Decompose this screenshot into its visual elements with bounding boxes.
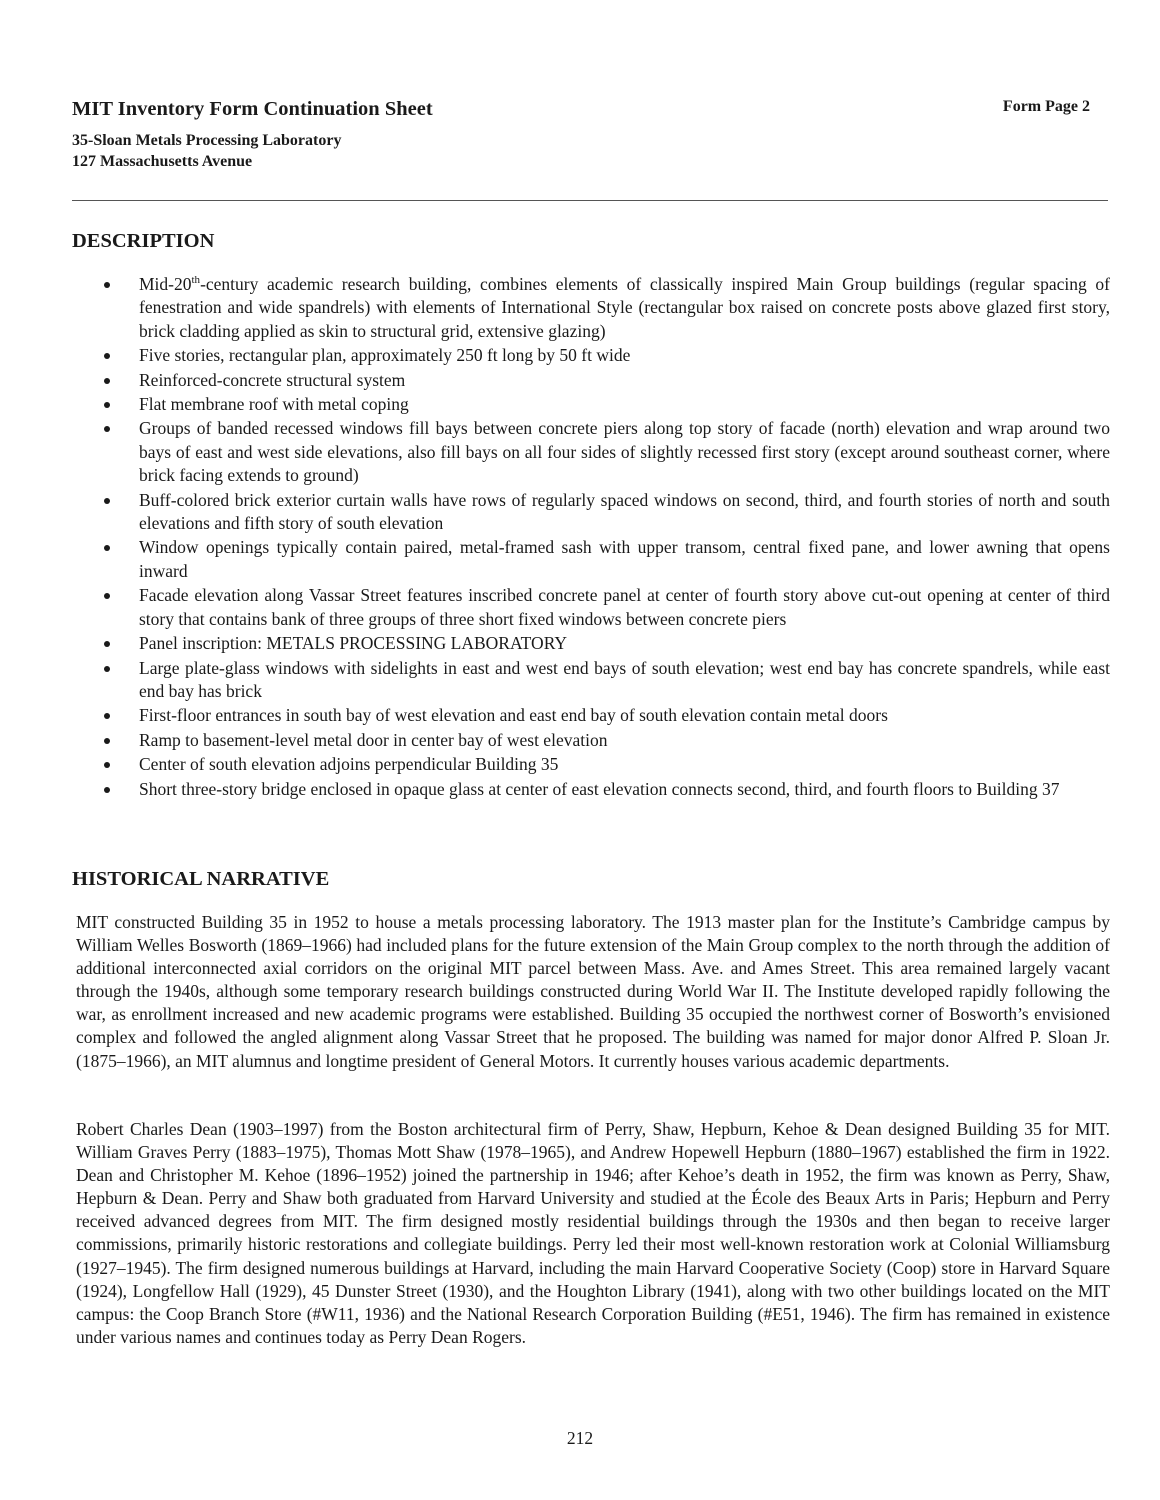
list-item bbox=[82, 729, 1110, 752]
building-address: 127 Massachusetts Avenue bbox=[72, 153, 253, 170]
list-item bbox=[82, 778, 1110, 801]
list-item bbox=[82, 273, 1110, 343]
bullet-text: Flat membrane roof with metal coping bbox=[139, 394, 409, 415]
bullet-text: Short three-story bridge enclosed in opaque glass at center of east elevation connects second, third, and fourth floors to Building 37 bbox=[139, 778, 1060, 799]
historical-narrative-heading: HISTORICAL NARRATIVE bbox=[72, 868, 330, 890]
bullet-text: Ramp to basement-level metal door in center bay of west elevation bbox=[139, 729, 608, 750]
list-item bbox=[82, 536, 1110, 583]
form-page-label: Form Page 2 bbox=[1002, 98, 1090, 115]
description-heading: DESCRIPTION bbox=[72, 230, 215, 252]
list-item bbox=[82, 632, 1110, 655]
bullet-text: Window openings typically contain paired, metal-framed sash with upper transom, central fixed pane, and lower awning that opens inward bbox=[139, 537, 1110, 581]
list-item bbox=[82, 417, 1110, 487]
bullet-icon bbox=[104, 402, 110, 408]
bullet-icon bbox=[104, 713, 110, 719]
bullet-icon bbox=[104, 641, 110, 647]
bullet-icon bbox=[104, 378, 110, 384]
building-name: 35-Sloan Metals Processing Laboratory bbox=[72, 132, 342, 149]
bullet-text-prefix: Mid-20 bbox=[139, 274, 192, 294]
bullet-text: Reinforced-concrete structural system bbox=[139, 369, 406, 390]
bullet-icon bbox=[104, 666, 110, 672]
ordinal-superscript: th bbox=[191, 274, 201, 287]
list-item bbox=[82, 344, 1110, 367]
bullet-text: First-floor entrances in south bay of west elevation and east end bay of south elevation contain metal doors bbox=[139, 705, 888, 726]
bullet-text-rest: -century academic research building, combines elements of classically inspired Main Group buildings (regular spacing of fenestration and wide spandrels) with elements of International Style (rectangular box raised on concrete posts above glazed first story, brick cladding applied as skin to structural grid, extensive glazing) bbox=[139, 274, 1110, 341]
page-number: 212 bbox=[566, 1428, 594, 1448]
list-item bbox=[82, 489, 1110, 536]
bullet-text: Panel inscription: METALS PROCESSING LABORATORY bbox=[139, 633, 568, 654]
list-item bbox=[82, 584, 1110, 631]
form-header bbox=[72, 96, 1090, 172]
bullet-text: Center of south elevation adjoins perpendicular Building 35 bbox=[139, 754, 559, 775]
bullet-icon bbox=[104, 353, 110, 359]
bullet-icon bbox=[104, 545, 110, 551]
bullet-icon bbox=[104, 282, 110, 288]
narrative-paragraph: MIT constructed Building 35 in 1952 to house a metals processing laboratory. The 1913 master plan for the Institute’s Cambridge campus by William Welles Bosworth (1869–1966) had included plans for the future extension of the Main Group complex to the north through the addition of additional interconnected axial corridors on the original MIT parcel between Mass. Ave. and Ames Street. This area remained largely vacant through the 1940s, although some temporary research buildings constructed during World War II. The Institute developed rapidly following the war, as enrollment increased and new academic programs were established. Building 35 occupied the northwest corner of Bosworth’s envisioned complex and followed the angled alignment along Vassar Street that he proposed. The building was named for major donor Alfred P. Sloan Jr. (1875–1966), an MIT alumnus and longtime president of General Motors. It currently houses various academic departments. bbox=[76, 912, 1110, 1071]
description-list bbox=[82, 273, 1110, 802]
bullet-text: Buff-colored brick exterior curtain walls have rows of regularly spaced windows on second, third, and fourth stories of north and south elevations and fifth story of south elevation bbox=[139, 489, 1110, 534]
bullet-text: Facade elevation along Vassar Street features inscribed concrete panel at center of fourth story above cut-out opening at center of third story that contains bank of three groups of three short fixed windows between concrete piers bbox=[139, 585, 1110, 629]
bullet-icon bbox=[104, 426, 110, 432]
bullet-icon bbox=[104, 738, 110, 744]
bullet-text: Groups of banded recessed windows fill bays between concrete piers along top story of facade (north) elevation and wrap around two bays of east and west side elevations, also fill bays on all four sides of slightly recessed first story (except around southeast corner, where brick facing extends to ground) bbox=[139, 418, 1110, 486]
bullet-icon bbox=[104, 762, 110, 768]
bullet-icon bbox=[104, 593, 110, 599]
bullet-icon bbox=[104, 787, 110, 793]
bullet-text: Large plate-glass windows with sidelights in east and west end bays of south elevation; west end bay has concrete spandrels, while east end bay has brick bbox=[139, 657, 1110, 701]
list-item bbox=[82, 657, 1110, 704]
list-item bbox=[82, 753, 1110, 776]
list-item bbox=[82, 393, 1110, 416]
bullet-text: Five stories, rectangular plan, approximately 250 ft long by 50 ft wide bbox=[139, 345, 631, 366]
form-title: MIT Inventory Form Continuation Sheet bbox=[72, 98, 433, 120]
bullet-icon bbox=[104, 498, 110, 504]
header-divider bbox=[72, 200, 1108, 201]
list-item bbox=[82, 369, 1110, 392]
list-item bbox=[82, 704, 1110, 727]
narrative-paragraph: Robert Charles Dean (1903–1997) from the Boston architectural firm of Perry, Shaw, Hepburn, Kehoe & Dean designed Building 35 for MIT. William Graves Perry (1883–1975), Thomas Mott Shaw (1978–1965), and Andrew Hopewell Hepburn (1880–1967) established the firm in 1922. Dean and Christopher M. Kehoe (1896–1952) joined the partnership in 1946; after Kehoe’s death in 1952, the firm was known as Perry, Shaw, Hepburn & Dean. Perry and Shaw both graduated from Harvard University and studied at the École des Beaux Arts in Paris; Hepburn and Perry received advanced degrees from MIT. The firm designed mostly residential buildings through the 1930s and then began to receive larger commissions, primarily historic restorations and collegiate buildings. Perry led their most well-known restoration work at Colonial Williamsburg (1927–1945). The firm designed numerous buildings at Harvard, including the main Harvard Cooperative Society (Coop) store in Harvard Square (1924), Longfellow Hall (1929), 45 Dunster Street (1930), and the Houghton Library (1941), along with two other buildings located on the MIT campus: the Coop Branch Store (#W11, 1936) and the National Research Corporation Building (#E51, 1946). The firm has remained in existence under various names and continues today as Perry Dean Rogers. bbox=[76, 1119, 1110, 1347]
